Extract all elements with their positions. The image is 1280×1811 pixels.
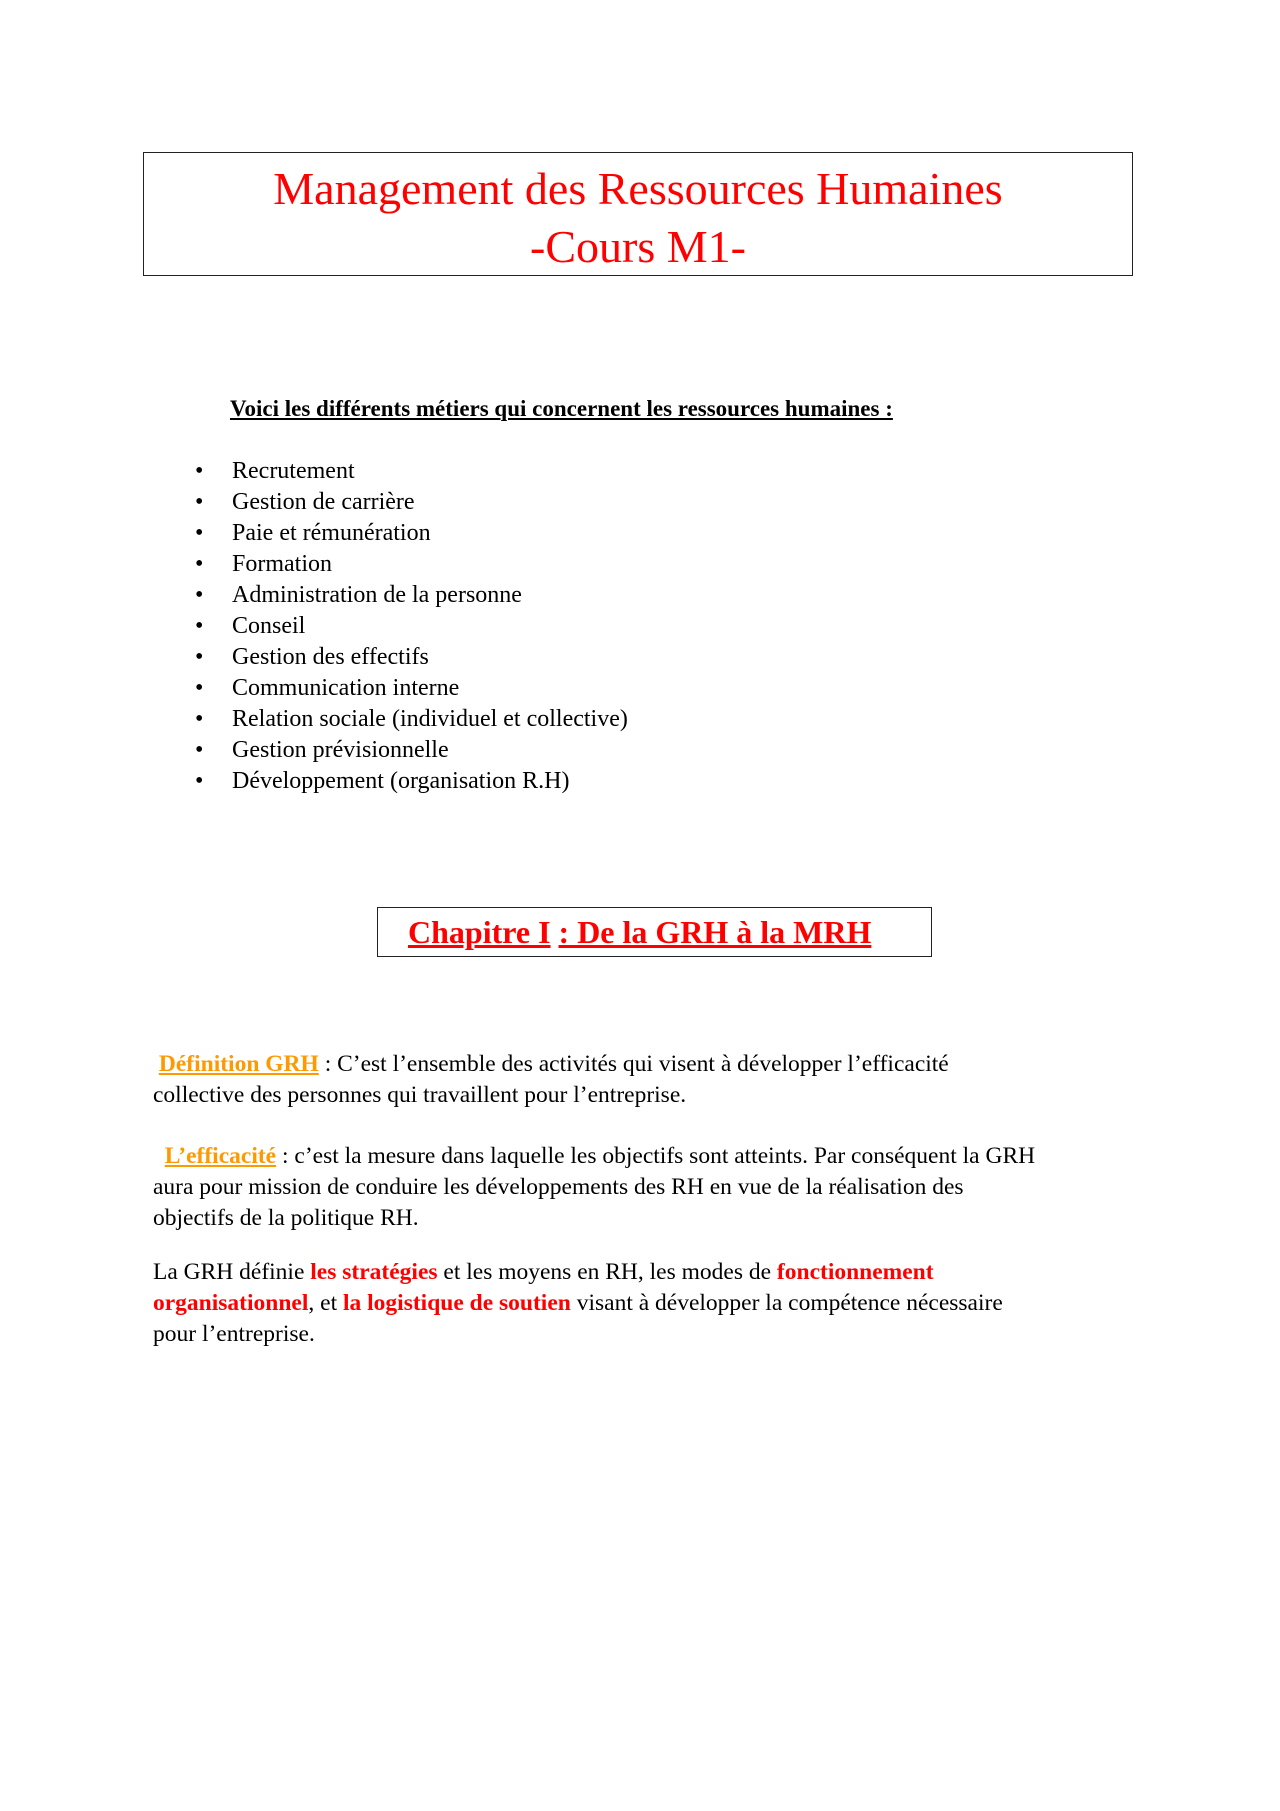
bullet-icon: • — [195, 644, 204, 670]
jobs-heading: Voici les différents métiers qui concernent les ressources humaines : — [230, 396, 893, 421]
bullet-icon: • — [195, 489, 204, 515]
list-item: • Administration de la personne — [195, 580, 628, 611]
bullet-icon: • — [195, 458, 204, 484]
chapter-title-box — [377, 907, 932, 957]
list-item: • Paie et rémunération — [195, 518, 628, 549]
list-item: • Formation — [195, 549, 628, 580]
highlight-strategies: les stratégies — [310, 1259, 438, 1285]
course-subtitle: -Cours M1- — [530, 221, 746, 272]
bullet-icon: • — [195, 551, 204, 577]
definition-grh-paragraph: Définition GRH : C’est l’ensemble des activités qui visent à développer l’efficacité collective des personnes qui travaillent pour l’entreprise. — [153, 1051, 949, 1108]
course-title-box — [143, 152, 1133, 276]
chapter-label: Chapitre I — [408, 914, 551, 950]
list-item: • Développement (organisation R.H) — [195, 766, 628, 797]
bullet-icon: • — [195, 613, 204, 639]
bullet-icon: • — [195, 706, 204, 732]
list-item: • Gestion des effectifs — [195, 642, 628, 673]
list-item: • Conseil — [195, 611, 628, 642]
definition-grh-term: Définition GRH — [158, 1051, 319, 1077]
list-item: • Gestion de carrière — [195, 487, 628, 518]
bullet-icon: • — [195, 768, 204, 794]
list-item: • Gestion prévisionnelle — [195, 735, 628, 766]
bullet-icon: • — [195, 582, 204, 608]
bullet-icon: • — [195, 520, 204, 546]
list-item: • Recrutement — [195, 456, 628, 487]
chapter-title — [408, 914, 871, 951]
highlight-organisationnel: organisationnel — [153, 1290, 309, 1316]
jobs-list — [195, 456, 628, 797]
course-title: Management des Ressources Humaines — [273, 163, 1003, 214]
highlight-fonctionnement: fonctionnement — [776, 1259, 934, 1285]
bullet-icon: • — [195, 675, 204, 701]
efficacite-term: L’efficacité — [164, 1143, 277, 1169]
list-item: • Relation sociale (individuel et collective) — [195, 704, 628, 735]
efficacite-paragraph: L’efficacité : c’est la mesure dans laquelle les objectifs sont atteints. Par conséquent la GRH aura pour mission de conduire les développements des RH en vue de la réalisation des objectifs de la politique RH. — [153, 1143, 1036, 1231]
bullet-icon: • — [195, 737, 204, 763]
list-item: • Communication interne — [195, 673, 628, 704]
chapter-name: : De la GRH à la MRH — [558, 914, 872, 950]
highlight-logistique: la logistique de soutien — [342, 1290, 571, 1316]
grh-strategy-paragraph: La GRH définie les stratégies et les moyens en RH, les modes de fonctionnement organisationnel, et la logistique de soutien visant à développer la compétence nécessaire pour l’entreprise. — [153, 1259, 1003, 1347]
